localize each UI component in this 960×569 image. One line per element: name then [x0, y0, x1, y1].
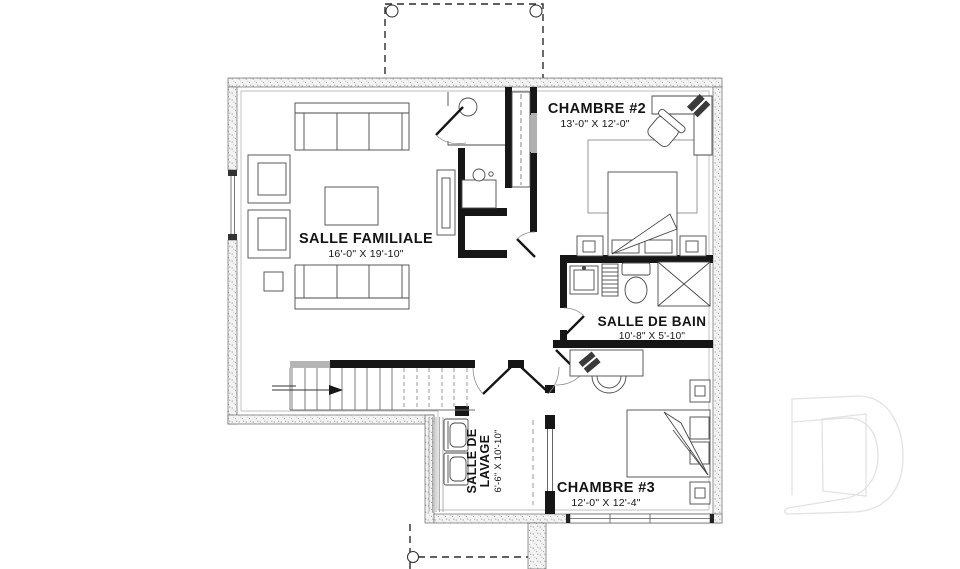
desk-chair-icon [592, 376, 626, 393]
stairs [290, 368, 475, 410]
sofa-icon-top [295, 103, 409, 150]
pillow-icon [690, 417, 709, 439]
tv-console-icon [437, 170, 455, 235]
nightstand-icon [690, 380, 710, 402]
side-table-icon [264, 272, 283, 291]
svg-text:6'-6" X 10'-10": 6'-6" X 10'-10" [493, 429, 504, 493]
stair-direction-arrow [272, 385, 343, 395]
door-hall-left [473, 367, 511, 394]
wall-mid-h1 [458, 208, 507, 216]
dims-chambre-2: 13'-0" X 12'-0" [560, 118, 630, 130]
armchair-icon [248, 210, 290, 258]
desk-icon [570, 350, 643, 376]
window-laundry-chambre3 [545, 385, 555, 514]
label-chambre-2: CHAMBRE #2 [547, 101, 647, 117]
porch-post-icon [408, 552, 419, 563]
wall-stairs-top-gray [290, 361, 330, 368]
shelf-icon [602, 264, 618, 296]
nightstand-icon [680, 236, 706, 256]
shower-icon [658, 262, 710, 306]
label-salle-familiale: SALLE FAMILIALE [298, 231, 434, 247]
dims-chambre-3: 12'-0" X 12'-4" [571, 497, 641, 509]
sofa-icon-bottom [295, 265, 409, 309]
dims-salle-familiale: 16'-0" X 19'-10" [328, 248, 404, 260]
exterior-wall-right [713, 87, 722, 523]
bathroom-fixtures [570, 262, 710, 306]
wall-stairs-top [330, 360, 475, 368]
door-mechanical [436, 107, 466, 144]
exterior-wall-porch-stub [528, 523, 546, 569]
wall-mid-v1 [505, 87, 512, 188]
wall-mid-h2 [458, 250, 507, 258]
watermark-d-logo [785, 396, 903, 514]
svg-text:SALLE DE: SALLE DE [465, 428, 479, 494]
svg-text:LAVAGE: LAVAGE [478, 434, 492, 488]
bed-icon [608, 172, 677, 256]
label-chambre-3: CHAMBRE #3 [556, 480, 656, 496]
porch-post-icon [386, 5, 398, 17]
nightstand-icon [690, 482, 710, 504]
wall-laundry-top-stub [455, 406, 469, 416]
wall-mid-v2a [530, 87, 537, 115]
mechanical-room [448, 92, 505, 145]
porch-top-outline [385, 4, 543, 79]
bed-icon [627, 410, 710, 477]
pillow-icon [645, 240, 672, 253]
wall-bath-left-a [560, 263, 567, 308]
porch-post-icon [530, 5, 542, 17]
dims-salle-de-bain: 10'-8" X 5'-10" [618, 331, 686, 342]
exterior-wall-left-upper [228, 87, 237, 170]
sink-icon [570, 266, 598, 294]
label-salle-de-lavage [465, 428, 504, 493]
door-salle-de-bain [564, 308, 584, 336]
tank-icon [462, 169, 496, 208]
wall-mid-v2b [530, 152, 537, 232]
label-salle-de-bain: SALLE DE BAIN [597, 314, 707, 329]
coffee-table-icon [325, 187, 378, 225]
closet-doors [531, 113, 537, 153]
exterior-wall-top [228, 78, 722, 87]
porch-bottom-outline [408, 524, 529, 569]
toilet-icon [622, 263, 650, 303]
window-bottom-wall [566, 514, 714, 523]
armchair-icon [248, 155, 290, 203]
exterior-wall-left-lower [228, 240, 237, 424]
desk-chair-icon [643, 108, 686, 151]
door-chambre2 [517, 232, 535, 257]
window-left-wall [228, 170, 237, 240]
exterior-wall-bottom-left [228, 415, 434, 424]
nightstand-icon [577, 236, 603, 256]
family-room-furniture [248, 103, 409, 309]
